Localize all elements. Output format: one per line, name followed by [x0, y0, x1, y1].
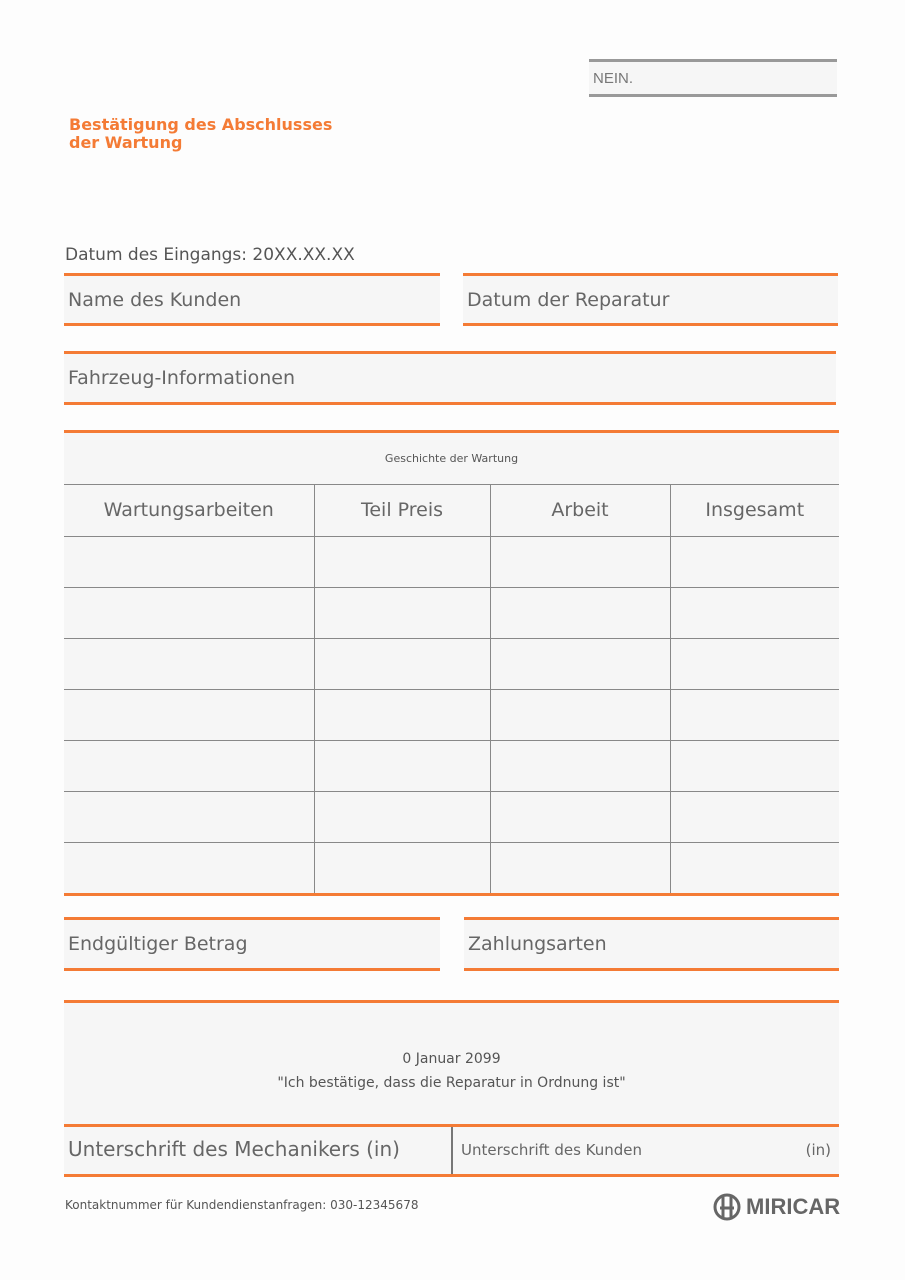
table-cell[interactable] — [490, 791, 670, 842]
table-cell[interactable] — [64, 791, 314, 842]
table-cell[interactable] — [490, 689, 670, 740]
table-row — [64, 740, 839, 791]
table-cell[interactable] — [490, 536, 670, 587]
document-title — [69, 116, 332, 152]
payment-methods-label: Zahlungsarten — [468, 933, 607, 955]
table-cell[interactable] — [670, 689, 839, 740]
confirmation-text: "Ich bestätige, dass die Reparatur in Ordnung ist" — [277, 1075, 626, 1091]
table-row — [64, 791, 839, 842]
table-cell[interactable] — [670, 791, 839, 842]
repair-date-label: Datum der Reparatur — [467, 288, 670, 311]
confirmation-date: 0 Januar 2099 — [402, 1051, 501, 1067]
col-header: Wartungsarbeiten — [64, 485, 314, 536]
table-cell[interactable] — [314, 791, 490, 842]
table-cell[interactable] — [314, 842, 490, 893]
table-row — [64, 536, 839, 587]
title-line-2: der Wartung — [69, 133, 183, 152]
table-row — [64, 587, 839, 638]
table-cell[interactable] — [670, 638, 839, 689]
table-cell[interactable] — [64, 536, 314, 587]
table-cell[interactable] — [314, 740, 490, 791]
table-cell[interactable] — [314, 689, 490, 740]
vehicle-info-label: Fahrzeug-Informationen — [68, 367, 296, 389]
col-header: Teil Preis — [314, 485, 490, 536]
table-header-row — [64, 485, 839, 536]
table-cell[interactable] — [314, 587, 490, 638]
table-cell[interactable] — [490, 740, 670, 791]
customer-signature-suffix: (in) — [805, 1141, 831, 1159]
table-caption: Geschichte der Wartung — [64, 433, 839, 485]
vehicle-info-field[interactable] — [64, 351, 836, 405]
final-amount-field[interactable] — [64, 917, 440, 971]
payment-methods-field[interactable] — [464, 917, 839, 971]
customer-name-label: Name des Kunden — [68, 288, 242, 311]
logo-icon — [712, 1192, 742, 1222]
receipt-date: Datum des Eingangs: 20XX.XX.XX — [65, 245, 355, 265]
mechanic-signature-field[interactable]: Unterschrift des Mechanikers (in) — [64, 1127, 453, 1174]
table-row — [64, 638, 839, 689]
customer-signature-label: Unterschrift des Kunden — [461, 1141, 643, 1159]
table-cell[interactable] — [490, 638, 670, 689]
contact-info: Kontaktnummer für Kundendienstanfragen: 030-12345678 — [65, 1198, 419, 1212]
final-amount-label: Endgültiger Betrag — [68, 933, 248, 955]
table-row — [64, 689, 839, 740]
table-cell[interactable] — [314, 536, 490, 587]
table-row — [64, 842, 839, 893]
table-cell[interactable] — [490, 842, 670, 893]
document-number-field[interactable]: NEIN. — [589, 59, 837, 97]
col-header: Insgesamt — [670, 485, 839, 536]
repair-date-field[interactable] — [463, 273, 838, 326]
confirmation-box — [64, 1000, 839, 1125]
signature-row — [64, 1124, 839, 1177]
title-line-1: Bestätigung des Abschlusses — [69, 115, 333, 134]
table-cell[interactable] — [670, 842, 839, 893]
logo-text: MIRICAR — [746, 1194, 841, 1219]
table-cell[interactable] — [314, 638, 490, 689]
table-cell[interactable] — [670, 740, 839, 791]
table-cell[interactable] — [64, 638, 314, 689]
table-cell[interactable] — [64, 842, 314, 893]
table-cell[interactable] — [670, 587, 839, 638]
col-header: Arbeit — [490, 485, 670, 536]
table-cell[interactable] — [670, 536, 839, 587]
customer-signature-field[interactable] — [453, 1127, 839, 1174]
table-cell[interactable] — [490, 587, 670, 638]
table-cell[interactable] — [64, 689, 314, 740]
brand-logo — [712, 1192, 840, 1222]
table-cell[interactable] — [64, 587, 314, 638]
maintenance-table — [64, 430, 839, 896]
table-cell[interactable] — [64, 740, 314, 791]
customer-name-field[interactable] — [64, 273, 440, 326]
